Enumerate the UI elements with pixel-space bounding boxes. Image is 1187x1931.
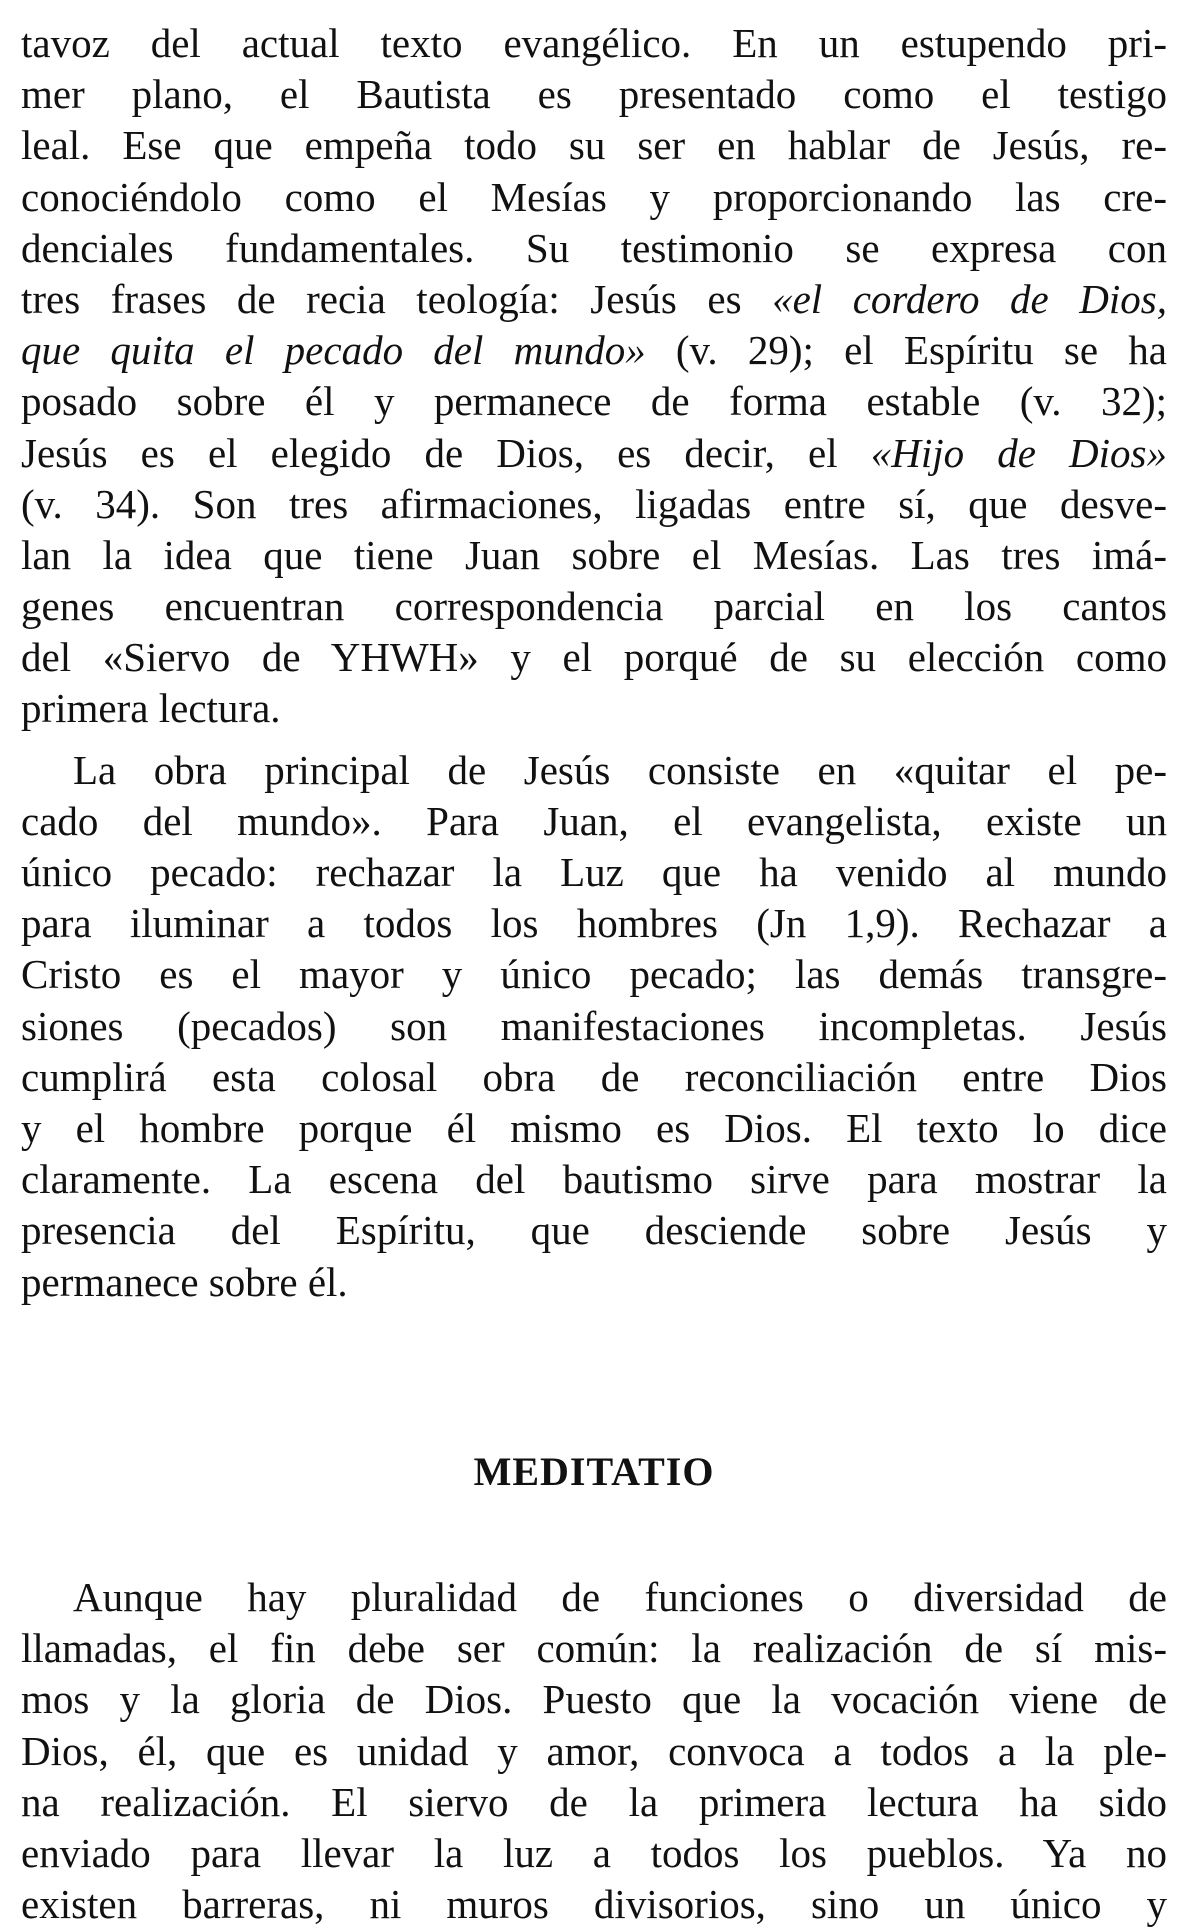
- italic-quote: «Hijo de Dios»: [870, 429, 1167, 476]
- text-line: claramente. La escena del bautismo sirve para mostrar la: [21, 1156, 1167, 1203]
- text-line: tres frases de recia teología: Jesús es «el cordero de Dios,: [21, 275, 1167, 322]
- text-line: Dios, él, que es unidad y amor, convoca a todos a la ple-: [21, 1727, 1167, 1774]
- paragraph-1: [21, 18, 1167, 735]
- text-line: Aunque hay pluralidad de funciones o diversidad de: [73, 1574, 1167, 1620]
- text-line: leal. Ese que empeña todo su ser en hablar de Jesús, re-: [21, 122, 1167, 169]
- text-line: que quita el pecado del mundo» (v. 29); el Espíritu se ha: [21, 327, 1167, 374]
- text-line: posado sobre él y permanece de forma estable (v. 32);: [21, 378, 1167, 425]
- text-line: cumplirá esta colosal obra de reconciliación entre Dios: [21, 1053, 1167, 1100]
- text-line: primera lectura.: [21, 685, 281, 732]
- text-line: permanece sobre él.: [21, 1258, 348, 1305]
- text-line: cado del mundo». Para Juan, el evangelista, existe un: [21, 797, 1167, 844]
- text-line: mos y la gloria de Dios. Puesto que la vocación viene de: [21, 1676, 1167, 1723]
- text-line: siones (pecados) son manifestaciones incompletas. Jesús: [21, 1002, 1167, 1049]
- text-line: tavoz del actual texto evangélico. En un estupendo pri-: [21, 20, 1167, 66]
- text-line: enviado para llevar la luz a todos los pueblos. Ya no: [21, 1829, 1167, 1876]
- document-page: [21, 18, 1167, 1928]
- section-heading: MEDITATIO: [473, 1449, 715, 1494]
- text-line: llamadas, el fin debe ser común: la realización de sí mis-: [21, 1625, 1167, 1672]
- paragraph-3: [21, 1572, 1167, 1930]
- text-line: mer plano, el Bautista es presentado como el testigo: [21, 71, 1167, 118]
- text-line: Jesús es el elegido de Dios, es decir, el «Hijo de Dios»: [21, 429, 1167, 476]
- text-line: Cristo es el mayor y único pecado; las demás transgre-: [21, 951, 1167, 998]
- italic-quote: que quita el pecado del mundo»: [21, 327, 646, 374]
- text-line: presencia del Espíritu, que desciende sobre Jesús y: [21, 1207, 1167, 1254]
- text-line: y el hombre porque él mismo es Dios. El texto lo dice: [21, 1104, 1167, 1151]
- text-line: para iluminar a todos los hombres (Jn 1,9). Rechazar a: [21, 900, 1167, 947]
- text-line: del «Siervo de YHWH» y el porqué de su elección como: [21, 634, 1167, 681]
- text-line: existen barreras, ni muros divisorios, sino un único y: [21, 1881, 1167, 1928]
- text-line: lan la idea que tiene Juan sobre el Mesías. Las tres imá-: [21, 531, 1167, 578]
- text-line: na realización. El siervo de la primera lectura ha sido: [21, 1778, 1167, 1825]
- text-line: conociéndolo como el Mesías y proporcionando las cre-: [21, 173, 1167, 220]
- text-line: La obra principal de Jesús consiste en «quitar el pe-: [73, 746, 1167, 793]
- paragraph-2: [21, 745, 1167, 1308]
- italic-quote: «el cordero de Dios,: [772, 275, 1167, 322]
- text-line: denciales fundamentales. Su testimonio se expresa con: [21, 224, 1167, 271]
- text-line: (v. 34). Son tres afirmaciones, ligadas entre sí, que desve-: [21, 480, 1167, 527]
- text-line: único pecado: rechazar la Luz que ha venido al mundo: [21, 849, 1167, 895]
- text-line: genes encuentran correspondencia parcial en los cantos: [21, 583, 1167, 630]
